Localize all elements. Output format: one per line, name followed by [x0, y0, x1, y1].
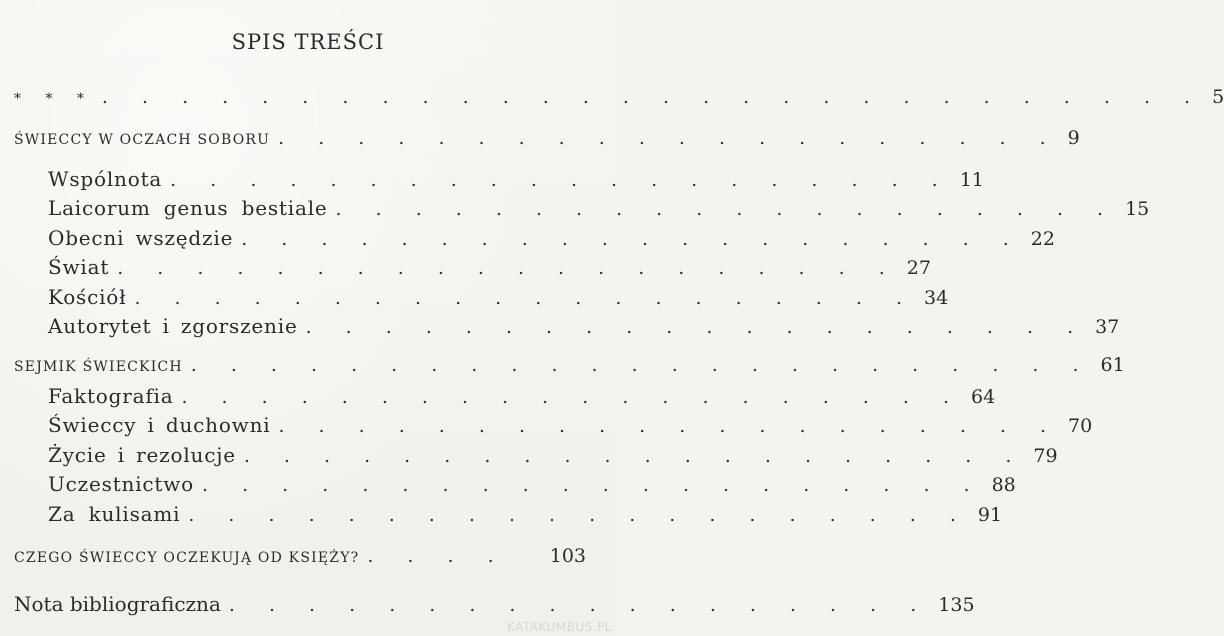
- toc-entry-label: Autorytet i zgorszenie: [48, 314, 298, 338]
- page-title: SPIS TREŚCI: [231, 30, 385, 54]
- toc-entry-label: Kościół: [48, 285, 127, 309]
- leader-dots: . . . . . . . . . . . . . . . . . . . .: [241, 228, 1023, 250]
- toc-entry-label: Świeccy i duchowni: [48, 413, 271, 437]
- toc-entry-label: Laicorum genus bestiale: [48, 196, 328, 220]
- toc-entry-label: Faktografia: [48, 384, 174, 408]
- toc-subentry: [48, 285, 949, 309]
- toc-entry-label: Świat: [48, 255, 110, 279]
- toc-entry-page: 11: [959, 169, 984, 191]
- leader-dots: . . . . . . . . . . . . . . . . . . . .: [278, 415, 1061, 437]
- toc-entry-page: 5: [1212, 86, 1224, 108]
- toc-entry-label: Nota bibliograficzna: [14, 592, 221, 616]
- toc-subentry: [48, 226, 1055, 250]
- leader-dots: . . . . . . . . . . . . . . . . . . . .: [278, 127, 1060, 149]
- toc-subentry: [48, 413, 1093, 437]
- leader-dots: . . . . . . . . . . . . . . . . . .: [228, 594, 931, 616]
- toc-entry-label: Wspólnota: [48, 167, 163, 191]
- toc-entry-page: 79: [1033, 445, 1058, 467]
- toc-entry-page: 64: [971, 386, 996, 408]
- toc-entry-page: 34: [923, 287, 949, 309]
- leader-dots: . . . . . . . . . . . . . . . . . . . .: [202, 474, 984, 496]
- toc-entry-label: ŚWIECCY W OCZACH SOBORU: [14, 132, 271, 148]
- leader-dots: . . . .: [367, 545, 508, 567]
- toc-subentry: [48, 255, 931, 279]
- toc-entry-intro: [14, 86, 1224, 108]
- toc-entry-bibliography: [14, 592, 975, 616]
- toc-entry-page: 88: [991, 474, 1016, 496]
- toc-entry-page: 9: [1067, 127, 1080, 149]
- leader-dots: . . . . . . . . . . . . . . . . . . . .: [188, 504, 970, 526]
- toc-entry-page: 15: [1125, 198, 1150, 220]
- toc-subentry: [48, 314, 1120, 338]
- toc-entry-page: 135: [938, 594, 975, 616]
- toc-entry-label: Uczestnictwo: [48, 472, 195, 496]
- leader-dots: . . . . . . . . . . . . . . . . . . . .: [134, 287, 916, 309]
- toc-entry-label: CZEGO ŚWIECCY OCZEKUJĄ OD KSIĘŻY?: [14, 550, 360, 566]
- toc-section-heading: [14, 127, 1080, 149]
- toc-entry-label: SEJMIK ŚWIECKICH: [14, 359, 183, 375]
- toc-subentry: [48, 167, 984, 191]
- toc-entry-page: 22: [1030, 228, 1055, 250]
- leader-dots: . . . . . . . . . . . . . . . . . . . .: [305, 316, 1088, 338]
- toc-section-heading: [14, 545, 586, 567]
- toc-entry-label: Za kulisami: [48, 502, 181, 526]
- leader-dots: . . . . . . . . . . . . . . . . . . . .: [335, 198, 1118, 220]
- leader-dots: . . . . . . . . . . . . . . . . . . . . . . .: [190, 354, 1093, 376]
- leader-dots: . . . . . . . . . . . . . . . . . . . .: [181, 386, 963, 408]
- toc-entry-page: 61: [1100, 354, 1125, 376]
- toc-subentry: [48, 384, 996, 408]
- toc-subentry: [48, 502, 1003, 526]
- toc-entry-page: 103: [549, 545, 586, 567]
- toc-subentry: [48, 196, 1150, 220]
- toc-section-heading: [14, 354, 1125, 376]
- toc-entry-label: Obecni wszędzie: [48, 226, 234, 250]
- toc-entry-page: 37: [1095, 316, 1120, 338]
- toc-subentry: [48, 472, 1016, 496]
- toc-subentry: [48, 443, 1058, 467]
- toc-entry-label: Życie i rezolucje: [48, 443, 236, 467]
- toc-entry-page: 91: [977, 504, 1003, 526]
- toc-entry-label: * * *: [14, 91, 94, 107]
- toc-entry-page: 27: [906, 257, 931, 279]
- leader-dots: . . . . . . . . . . . . . . . . . . . .: [117, 257, 899, 279]
- leader-dots: . . . . . . . . . . . . . . . . . . . . . . . . . . . .: [101, 86, 1205, 108]
- leader-dots: . . . . . . . . . . . . . . . . . . . .: [243, 445, 1026, 467]
- leader-dots: . . . . . . . . . . . . . . . . . . . .: [170, 169, 952, 191]
- watermark: KATAKUMBUS.PL: [506, 620, 612, 634]
- toc-entry-page: 70: [1068, 415, 1093, 437]
